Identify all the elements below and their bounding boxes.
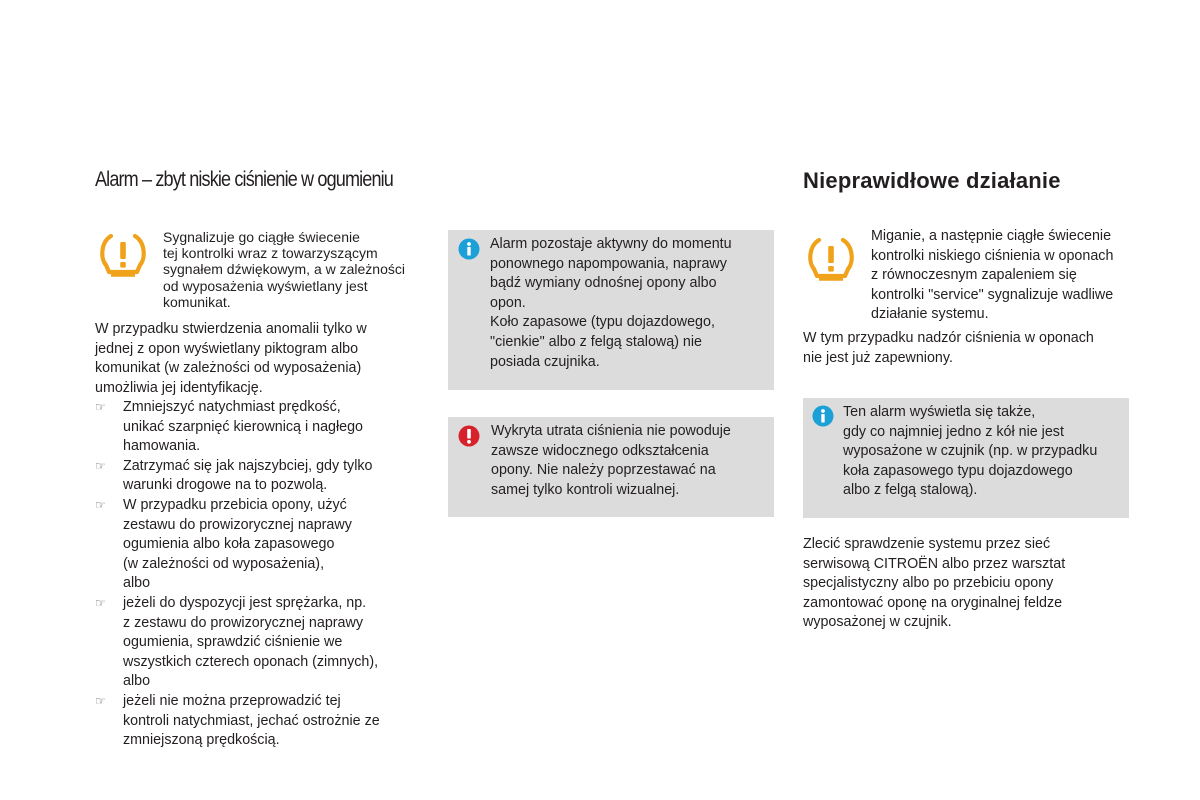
- pointing-hand-icon: ☞: [95, 400, 106, 414]
- text-line: zestawu do prowizorycznej naprawy: [123, 516, 352, 533]
- text-line: zawsze widocznego odkształcenia: [491, 442, 709, 459]
- text-line: komunikat (w zależności od wyposażenia): [95, 360, 362, 377]
- text-line: wyposażonej w czujnik.: [803, 614, 952, 631]
- monitoring-note: [803, 329, 1143, 368]
- text-line: nie jest już zapewniony.: [803, 349, 953, 366]
- text-line: jeżeli nie można przeprowadzić tej: [123, 692, 341, 709]
- text-line: kontrolki niskiego ciśnienia w oponach: [871, 247, 1114, 264]
- text-line: gdy co najmniej jedno z kół nie jest: [843, 423, 1064, 440]
- list-item: [95, 496, 425, 594]
- text-line: W tym przypadku nadzór ciśnienia w oponach: [803, 330, 1094, 346]
- text-line: koła zapasowego typu dojazdowego: [843, 462, 1073, 479]
- text-line: warunki drogowe na to pozwolą.: [123, 477, 328, 494]
- text-line: unikać szarpnięć kierownicą i nagłego: [123, 418, 364, 435]
- text-line: specjalistyczny albo po przebiciu opony: [803, 575, 1054, 592]
- section-heading-malfunction: Nieprawidłowe działanie: [803, 168, 1061, 193]
- text-line: opony. Nie należy poprzestawać na: [491, 462, 716, 479]
- text-line: tej kontrolki wraz z towarzyszącym: [163, 245, 378, 262]
- text-line: sygnałem dźwiękowym, a w zależności: [163, 261, 405, 278]
- text-line: zamontować oponę na oryginalnej feldze: [803, 594, 1063, 611]
- action-list: [95, 398, 425, 751]
- text-line: ogumienia, sprawdzić ciśnienie we: [123, 634, 343, 651]
- pointing-hand-icon: ☞: [95, 693, 106, 708]
- tire-warning-description: [163, 229, 433, 310]
- pointing-hand-icon: ☞: [95, 497, 106, 512]
- text-line: komunikat.: [163, 293, 231, 310]
- text-line: jeżeli do dyspozycji jest sprężarka, np.: [123, 594, 367, 611]
- pointing-hand-icon: ☞: [95, 458, 106, 473]
- malfunction-description: [871, 227, 1171, 325]
- text-line: Koło zapasowe (typu dojazdowego,: [490, 314, 715, 331]
- text-line: z zestawu do prowizorycznej naprawy: [123, 614, 363, 631]
- service-instruction: [803, 535, 1143, 633]
- text-line: bądź wymiany odnośnej opony albo: [490, 275, 717, 292]
- text-line: Sygnalizuje go ciągłe świecenie: [163, 229, 360, 245]
- text-line: albo: [123, 575, 151, 592]
- text-line: kontroli natychmiast, jechać ostrożnie ze: [123, 712, 380, 729]
- list-item: [95, 457, 425, 496]
- text-line: (w zależności od wyposażenia),: [123, 555, 325, 572]
- text-line: ogumienia albo koła zapasowego: [123, 536, 335, 553]
- text-line: zmniejszoną prędkością.: [123, 732, 280, 749]
- list-item: [95, 398, 425, 457]
- text-line: ponownego napompowania, naprawy: [490, 255, 727, 272]
- text-line: samej tylko kontroli wizualnej.: [491, 481, 680, 498]
- info-icon: [458, 238, 480, 260]
- info-box-spare-wheel-text: [843, 403, 1127, 501]
- anomaly-intro: [95, 320, 425, 398]
- text-line: Zmniejszyć natychmiast prędkość,: [123, 399, 341, 415]
- text-line: albo: [123, 673, 151, 690]
- text-line: Miganie, a następnie ciągłe świecenie: [871, 228, 1112, 244]
- tire-pressure-warning-icon: [98, 232, 148, 278]
- section-heading-alarm: Alarm – zbyt niskie ciśnienie w ogumieniu: [95, 168, 394, 191]
- text-line: opon.: [490, 294, 526, 311]
- text-line: hamowania.: [123, 438, 201, 455]
- text-line: od wyposażenia wyświetlany jest: [163, 277, 368, 294]
- text-line: działanie systemu.: [871, 306, 989, 323]
- tire-pressure-warning-icon: [806, 236, 856, 282]
- text-line: Zlecić sprawdzenie systemu przez sieć: [803, 536, 1051, 552]
- exclamation-icon: [458, 425, 480, 447]
- list-item: [95, 594, 425, 692]
- info-icon: [812, 405, 834, 427]
- text-line: kontrolki "service" sygnalizuje wadliwe: [871, 286, 1114, 303]
- text-line: Wykryta utrata ciśnienia nie powoduje: [491, 423, 731, 439]
- text-line: Alarm pozostaje aktywny do momentu: [490, 236, 732, 252]
- text-line: wszystkich czterech oponach (zimnych),: [123, 653, 379, 670]
- info-box-alarm-text: [490, 235, 770, 372]
- pointing-hand-icon: ☞: [95, 595, 106, 610]
- text-line: serwisową CITROËN albo przez warsztat: [803, 555, 1066, 572]
- text-line: jednej z opon wyświetlany piktogram albo: [95, 340, 359, 357]
- text-line: wyposażone w czujnik (np. w przypadku: [843, 443, 1098, 460]
- text-line: W przypadku przebicia opony, użyć: [123, 496, 347, 513]
- text-line: umożliwia jej identyfikację.: [95, 379, 263, 396]
- text-line: Zatrzymać się jak najszybciej, gdy tylko: [123, 457, 373, 474]
- text-line: albo z felgą stalową).: [843, 482, 978, 499]
- list-item: [95, 692, 425, 751]
- text-line: z równoczesnym zapaleniem się: [871, 267, 1077, 284]
- text-line: W przypadku stwierdzenia anomalii tylko w: [95, 321, 367, 337]
- warning-box-text: [491, 422, 771, 500]
- text-line: "cienkie" albo z felgą stalową) nie: [490, 333, 703, 350]
- text-line: Ten alarm wyświetla się także,: [843, 404, 1036, 420]
- text-line: posiada czujnika.: [490, 353, 600, 370]
